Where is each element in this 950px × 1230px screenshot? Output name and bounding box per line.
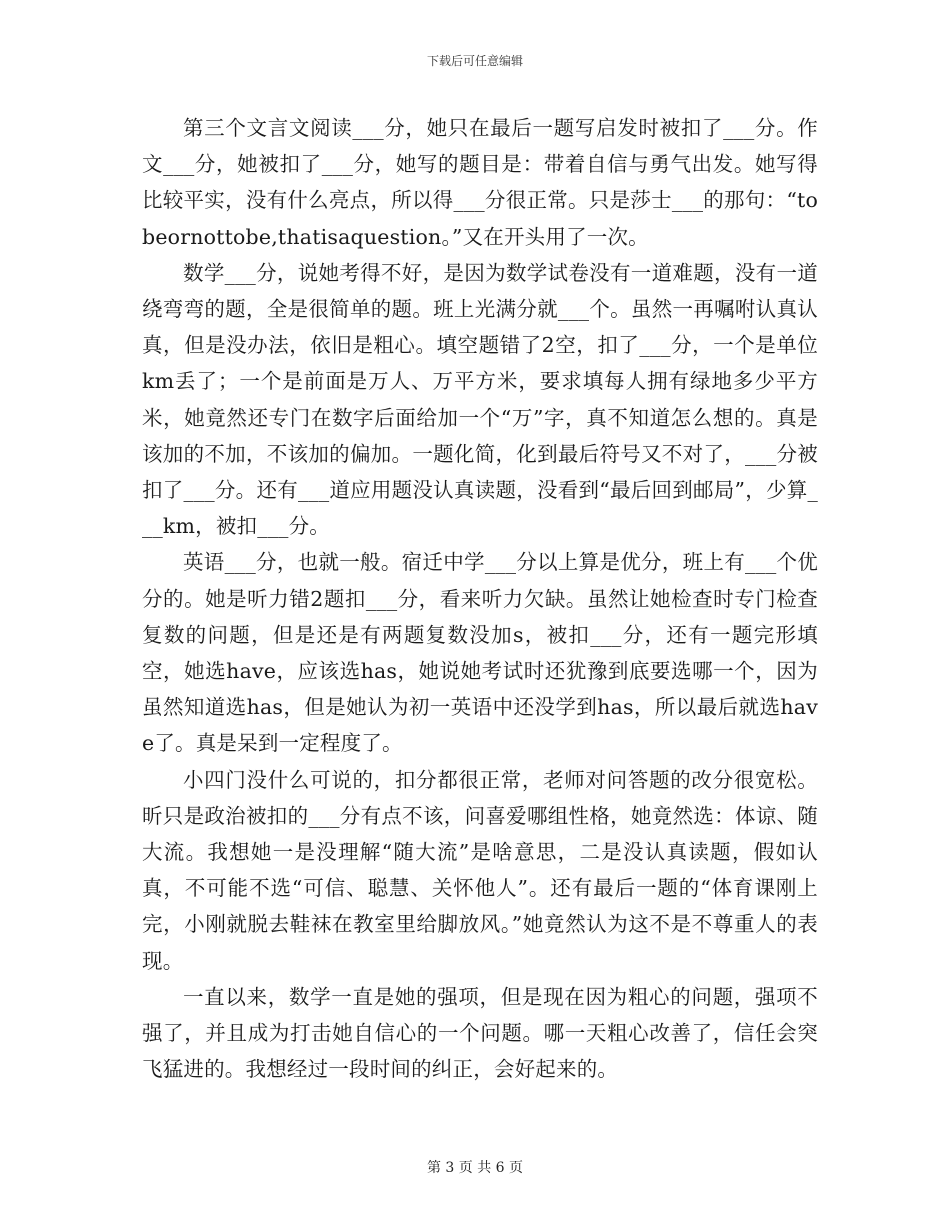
page-number: 第 3 页 共 6 页 (426, 1160, 524, 1176)
paragraph-chinese-exam: 第三个文言文阅读___分，她只在最后一题写启发时被扣了___分。作文___分，她被扣了___分，她写的题目是：带着自信与勇气出发。她写得比较平实，没有什么亮点，所以得___分很正常。只是莎士___的那句：“tobeornottobe,thatisaquestion。”又在开头用了一次。 (142, 116, 818, 249)
page-header: 下载后可任意编辑 (426, 54, 523, 68)
paragraph-minor-subjects: 小四门没什么可说的，扣分都很正常，老师对问答题的改分很宽松。昕只是政治被扣的___分有点不该，问喜爱哪组性格，她竟然选：体谅、随大流。我想她一是没理解“随大流”是啥意思，二是没认真读题，假如认真，不可能不选“可信、聪慧、关怀他人”。还有最后一题的“体育课刚上完，小刚就脱去鞋袜在教室里给脚放风。”她竟然认为这不是不尊重人的表现。 (142, 767, 818, 973)
document-body (142, 110, 818, 1087)
paragraph-conclusion: 一直以来，数学一直是她的强项，但是现在因为粗心的问题，强项不强了，并且成为打击她自信心的一个问题。哪一天粗心改善了，信任会突飞猛进的。我想经过一段时间的纠正，会好起来的。 (142, 984, 818, 1082)
paragraph-math-exam: 数学___分，说她考得不好，是因为数学试卷没有一道难题，没有一道绕弯弯的题，全是很简单的题。班上光满分就___个。虽然一再嘱咐认真认真，但是没办法，依旧是粗心。填空题错了2空，扣了___分，一个是单位km丢了；一个是前面是万人、万平方米，要求填每人拥有绿地多少平方米，她竟然还专门在数字后面给加一个“万”字，真不知道怎么想的。真是该加的不加，不该加的偏加。一题化简，化到最后符号又不对了，___分被扣了___分。还有___道应用题没认真读题，没看到“最后回到邮局”，少算___km，被扣___分。 (142, 260, 818, 539)
paragraph-english-exam: 英语___分，也就一般。宿迁中学___分以上算是优分，班上有___个优分的。她是听力错2题扣___分，看来听力欠缺。虽然让她检查时专门检查复数的问题，但是还是有两题复数没加s，被扣___分，还有一题完形填空，她选have，应该选has，她说她考试时还犹豫到底要选哪一个，因为虽然知道选has，但是她认为初一英语中还没学到has，所以最后就选have了。真是呆到一定程度了。 (142, 550, 818, 756)
